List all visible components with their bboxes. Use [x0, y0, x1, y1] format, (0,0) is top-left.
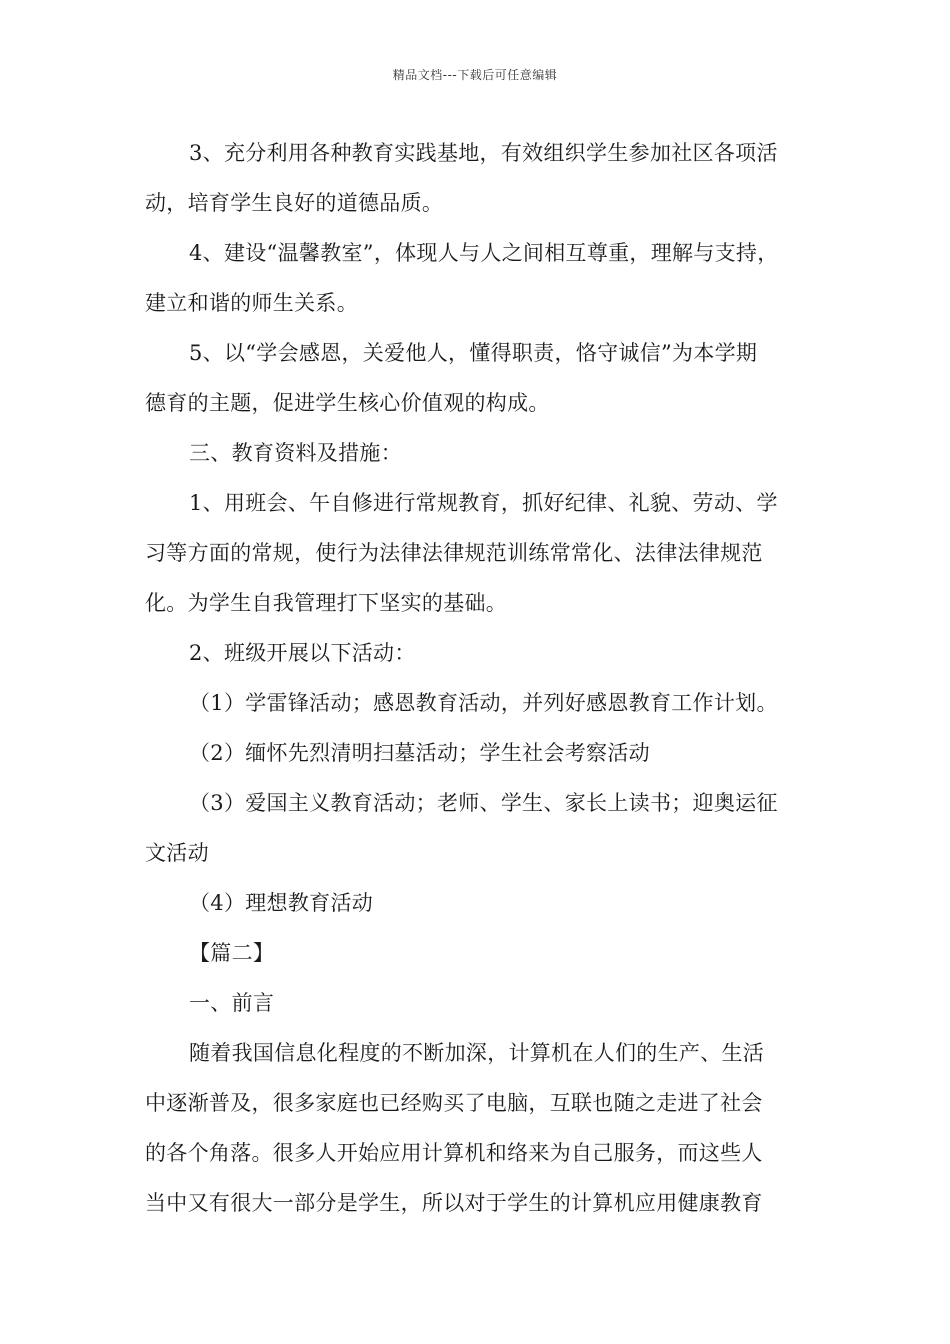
text-line: 中逐渐普及，很多家庭也已经购买了电脑，互联也随之走进了社会	[145, 1091, 763, 1115]
document-body	[145, 128, 825, 1228]
text-line: 建立和谐的师生关系。	[145, 291, 358, 315]
list-item: （2）缅怀先烈清明扫墓活动；学生社会考察活动	[189, 741, 650, 765]
text-line: 3、充分利用各种教育实践基地，有效组织学生参加社区各项活	[189, 141, 778, 165]
text-line: 化。为学生自我管理打下坚实的基础。	[145, 591, 508, 615]
text-line: 德育的主题，促进学生核心价值观的构成。	[145, 391, 550, 415]
list-item-continuation: 文活动	[145, 841, 209, 865]
text-line: 5、以“学会感恩，关爱他人，懂得职责，恪守诚信”为本学期	[189, 341, 758, 365]
text-line: 的各个角落。很多人开始应用计算机和络来为自己服务，而这些人	[145, 1141, 763, 1165]
list-item: （1）学雷锋活动；感恩教育活动，并列好感恩教育工作计划。	[189, 691, 778, 715]
chapter-heading: 【篇二】	[189, 941, 275, 965]
page-header: 精品文档---下载后可任意编辑	[392, 68, 558, 82]
text-line: 1、用班会、午自修进行常规教育，抓好纪律、礼貌、劳动、学	[189, 491, 778, 515]
text-line: 2、班级开展以下活动：	[189, 641, 416, 665]
list-item: （4）理想教育活动	[189, 891, 374, 915]
list-item: （3）爱国主义教育活动；老师、学生、家长上读书；迎奥运征	[189, 791, 778, 815]
text-line: 4、建设“温馨教室”，体现人与人之间相互尊重，理解与支持，	[189, 241, 779, 265]
text-line: 动，培育学生良好的道德品质。	[145, 191, 444, 215]
text-line: 习等方面的常规，使行为法律法律规范训练常常化、法律法律规范	[145, 541, 763, 565]
text-line: 随着我国信息化程度的不断加深，计算机在人们的生产、生活	[189, 1041, 765, 1065]
section-heading: 三、教育资料及措施：	[189, 441, 402, 465]
text-line: 当中又有很大一部分是学生，所以对于学生的计算机应用健康教育	[145, 1191, 763, 1215]
section-heading: 一、前言	[189, 991, 275, 1015]
